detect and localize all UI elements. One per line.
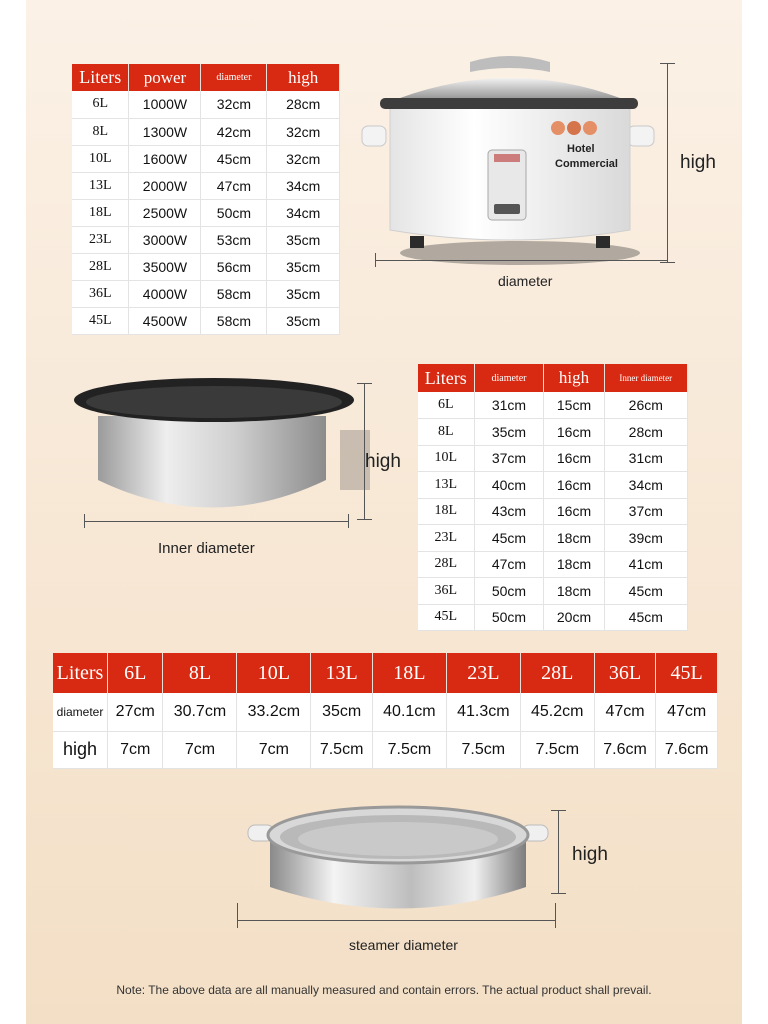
steamer-diameter-cap-left bbox=[237, 903, 238, 928]
table-cell: 35cm bbox=[267, 280, 340, 307]
table-cell: 31cm bbox=[474, 392, 544, 419]
table-cell: 53cm bbox=[201, 226, 267, 253]
table-cell: 3500W bbox=[129, 253, 201, 280]
table-cell: 10L bbox=[72, 145, 129, 172]
table-row bbox=[418, 525, 688, 552]
table-cell: 34cm bbox=[604, 472, 687, 499]
table-cell: 45L bbox=[72, 307, 129, 334]
cooker-height-cap-top bbox=[660, 63, 675, 64]
steamer-size-cell: 18L bbox=[372, 653, 446, 693]
table-cell: 18L bbox=[418, 498, 474, 525]
table-cell: 20cm bbox=[544, 604, 604, 631]
steamer-high-row bbox=[53, 731, 718, 768]
table-row bbox=[418, 498, 688, 525]
table-cell: 4000W bbox=[129, 280, 201, 307]
steamer-value-cell: 7.5cm bbox=[372, 731, 446, 768]
inner-pot-size-table bbox=[418, 364, 688, 631]
cooker-table-header-row bbox=[72, 64, 340, 91]
table-row bbox=[418, 551, 688, 578]
steamer-value-cell: 7.5cm bbox=[311, 731, 373, 768]
cooker-brand-line1: Hotel bbox=[567, 143, 595, 155]
table-cell: 16cm bbox=[544, 498, 604, 525]
table-cell: 42cm bbox=[201, 118, 267, 145]
steamer-value-cell: 7cm bbox=[108, 731, 163, 768]
steamer-size-cell: 45L bbox=[656, 653, 718, 693]
table-cell: 35cm bbox=[474, 419, 544, 446]
steamer-diameter-row bbox=[53, 693, 718, 731]
table-cell: 50cm bbox=[201, 199, 267, 226]
table-cell: 3000W bbox=[129, 226, 201, 253]
table-row bbox=[72, 253, 340, 280]
steamer-height-cap-bottom bbox=[551, 893, 566, 894]
table-cell: 1000W bbox=[129, 91, 201, 118]
header-diameter: diameter bbox=[201, 64, 267, 91]
table-row bbox=[418, 578, 688, 605]
table-cell: 45cm bbox=[604, 604, 687, 631]
table-cell: 32cm bbox=[201, 91, 267, 118]
header-high: high bbox=[267, 64, 340, 91]
table-cell: 28L bbox=[72, 253, 129, 280]
steamer-size-cell: 23L bbox=[446, 653, 520, 693]
steamer-diameter-label: diameter bbox=[53, 693, 108, 731]
table-row bbox=[72, 172, 340, 199]
table-cell: 18cm bbox=[544, 578, 604, 605]
table-row bbox=[418, 445, 688, 472]
cooker-brand-line2: Commercial bbox=[555, 158, 618, 170]
header-liters: Liters bbox=[418, 364, 474, 392]
disclaimer-note: Note: The above data are all manually measured and contain errors. The actual product shall prevail. bbox=[116, 983, 652, 997]
table-cell: 35cm bbox=[267, 307, 340, 334]
table-cell: 6L bbox=[72, 91, 129, 118]
table-cell: 45cm bbox=[604, 578, 687, 605]
steamer-high-label: high bbox=[53, 731, 108, 768]
table-cell: 8L bbox=[418, 419, 474, 446]
table-cell: 28cm bbox=[604, 419, 687, 446]
table-cell: 8L bbox=[72, 118, 129, 145]
table-cell: 16cm bbox=[544, 472, 604, 499]
header-power: power bbox=[129, 64, 201, 91]
steamer-height-cap-top bbox=[551, 810, 566, 811]
table-cell: 50cm bbox=[474, 604, 544, 631]
table-cell: 4500W bbox=[129, 307, 201, 334]
table-cell: 13L bbox=[418, 472, 474, 499]
table-row bbox=[72, 307, 340, 334]
table-cell: 6L bbox=[418, 392, 474, 419]
table-cell: 15cm bbox=[544, 392, 604, 419]
pot-diameter-label: Inner diameter bbox=[158, 540, 255, 557]
table-cell: 18cm bbox=[544, 551, 604, 578]
steamer-value-cell: 7.5cm bbox=[446, 731, 520, 768]
table-cell: 58cm bbox=[201, 280, 267, 307]
table-cell: 2000W bbox=[129, 172, 201, 199]
header-high: high bbox=[544, 364, 604, 392]
table-cell: 32cm bbox=[267, 118, 340, 145]
table-cell: 39cm bbox=[604, 525, 687, 552]
table-cell: 47cm bbox=[201, 172, 267, 199]
table-cell: 45L bbox=[418, 604, 474, 631]
steamer-value-cell: 45.2cm bbox=[520, 693, 594, 731]
header-liters: Liters bbox=[72, 64, 129, 91]
cooker-diameter-line bbox=[375, 260, 667, 261]
table-row bbox=[418, 419, 688, 446]
steamer-value-cell: 33.2cm bbox=[237, 693, 311, 731]
table-cell: 16cm bbox=[544, 445, 604, 472]
table-cell: 34cm bbox=[267, 199, 340, 226]
table-cell: 34cm bbox=[267, 172, 340, 199]
table-cell: 41cm bbox=[604, 551, 687, 578]
table-cell: 35cm bbox=[267, 253, 340, 280]
steamer-size-row bbox=[53, 653, 718, 693]
table-cell: 58cm bbox=[201, 307, 267, 334]
steamer-value-cell: 41.3cm bbox=[446, 693, 520, 731]
steamer-value-cell: 35cm bbox=[311, 693, 373, 731]
pot-height-cap-bottom bbox=[357, 519, 372, 520]
table-cell: 36L bbox=[418, 578, 474, 605]
table-cell: 1600W bbox=[129, 145, 201, 172]
steamer-diameter-line bbox=[237, 920, 556, 921]
table-cell: 31cm bbox=[604, 445, 687, 472]
table-cell: 47cm bbox=[474, 551, 544, 578]
table-row bbox=[72, 91, 340, 118]
steamer-value-cell: 7.6cm bbox=[594, 731, 656, 768]
table-cell: 23L bbox=[72, 226, 129, 253]
steamer-height-line bbox=[558, 810, 559, 894]
table-cell: 35cm bbox=[267, 226, 340, 253]
header-inner-diameter: Inner diameter bbox=[604, 364, 687, 392]
table-row bbox=[72, 118, 340, 145]
table-cell: 56cm bbox=[201, 253, 267, 280]
table-row bbox=[72, 145, 340, 172]
steamer-size-cell: 28L bbox=[520, 653, 594, 693]
pot-diameter-line bbox=[84, 521, 349, 522]
table-cell: 13L bbox=[72, 172, 129, 199]
steamer-diameter-label: steamer diameter bbox=[349, 937, 458, 953]
steamer-value-cell: 7.6cm bbox=[656, 731, 718, 768]
table-cell: 36L bbox=[72, 280, 129, 307]
steamer-header-liters: Liters bbox=[53, 653, 108, 693]
table-cell: 32cm bbox=[267, 145, 340, 172]
table-cell: 43cm bbox=[474, 498, 544, 525]
steamer-value-cell: 27cm bbox=[108, 693, 163, 731]
table-row bbox=[72, 280, 340, 307]
table-cell: 10L bbox=[418, 445, 474, 472]
cooker-diameter-label: diameter bbox=[498, 273, 553, 289]
table-cell: 45cm bbox=[474, 525, 544, 552]
header-diameter: diameter bbox=[474, 364, 544, 392]
rice-cooker-image bbox=[360, 50, 740, 300]
steamer-size-cell: 13L bbox=[311, 653, 373, 693]
table-cell: 18L bbox=[72, 199, 129, 226]
steamer-size-cell: 8L bbox=[163, 653, 237, 693]
pot-diameter-cap-left bbox=[84, 514, 85, 528]
pot-table-header-row bbox=[418, 364, 688, 392]
steamer-size-table bbox=[53, 653, 718, 769]
steamer-value-cell: 30.7cm bbox=[163, 693, 237, 731]
table-row bbox=[418, 472, 688, 499]
steamer-size-cell: 6L bbox=[108, 653, 163, 693]
steamer-height-label: high bbox=[572, 844, 608, 865]
steamer-value-cell: 7cm bbox=[237, 731, 311, 768]
steamer-size-cell: 10L bbox=[237, 653, 311, 693]
table-cell: 45cm bbox=[201, 145, 267, 172]
cooker-height-cap-bottom bbox=[660, 262, 675, 263]
table-cell: 37cm bbox=[474, 445, 544, 472]
steamer-value-cell: 7.5cm bbox=[520, 731, 594, 768]
table-cell: 28L bbox=[418, 551, 474, 578]
table-cell: 28cm bbox=[267, 91, 340, 118]
table-cell: 1300W bbox=[129, 118, 201, 145]
table-cell: 16cm bbox=[544, 419, 604, 446]
table-row bbox=[72, 226, 340, 253]
steamer-diameter-cap-right bbox=[555, 903, 556, 928]
table-cell: 37cm bbox=[604, 498, 687, 525]
pot-height-cap-top bbox=[357, 383, 372, 384]
steamer-size-cell: 36L bbox=[594, 653, 656, 693]
table-cell: 50cm bbox=[474, 578, 544, 605]
table-row bbox=[418, 604, 688, 631]
steamer-tray-image bbox=[244, 795, 554, 925]
pot-height-label: high bbox=[365, 451, 401, 472]
cooker-size-table bbox=[72, 64, 340, 335]
cooker-diameter-cap-left bbox=[375, 253, 376, 267]
table-row bbox=[418, 392, 688, 419]
steamer-value-cell: 47cm bbox=[594, 693, 656, 731]
inner-pot-image bbox=[72, 370, 372, 530]
table-row bbox=[72, 199, 340, 226]
table-cell: 18cm bbox=[544, 525, 604, 552]
table-cell: 23L bbox=[418, 525, 474, 552]
cooker-height-label: high bbox=[680, 152, 716, 173]
table-cell: 40cm bbox=[474, 472, 544, 499]
steamer-value-cell: 40.1cm bbox=[372, 693, 446, 731]
steamer-value-cell: 7cm bbox=[163, 731, 237, 768]
steamer-value-cell: 47cm bbox=[656, 693, 718, 731]
pot-diameter-cap-right bbox=[348, 514, 349, 528]
table-cell: 2500W bbox=[129, 199, 201, 226]
cooker-height-line bbox=[667, 63, 668, 263]
table-cell: 26cm bbox=[604, 392, 687, 419]
